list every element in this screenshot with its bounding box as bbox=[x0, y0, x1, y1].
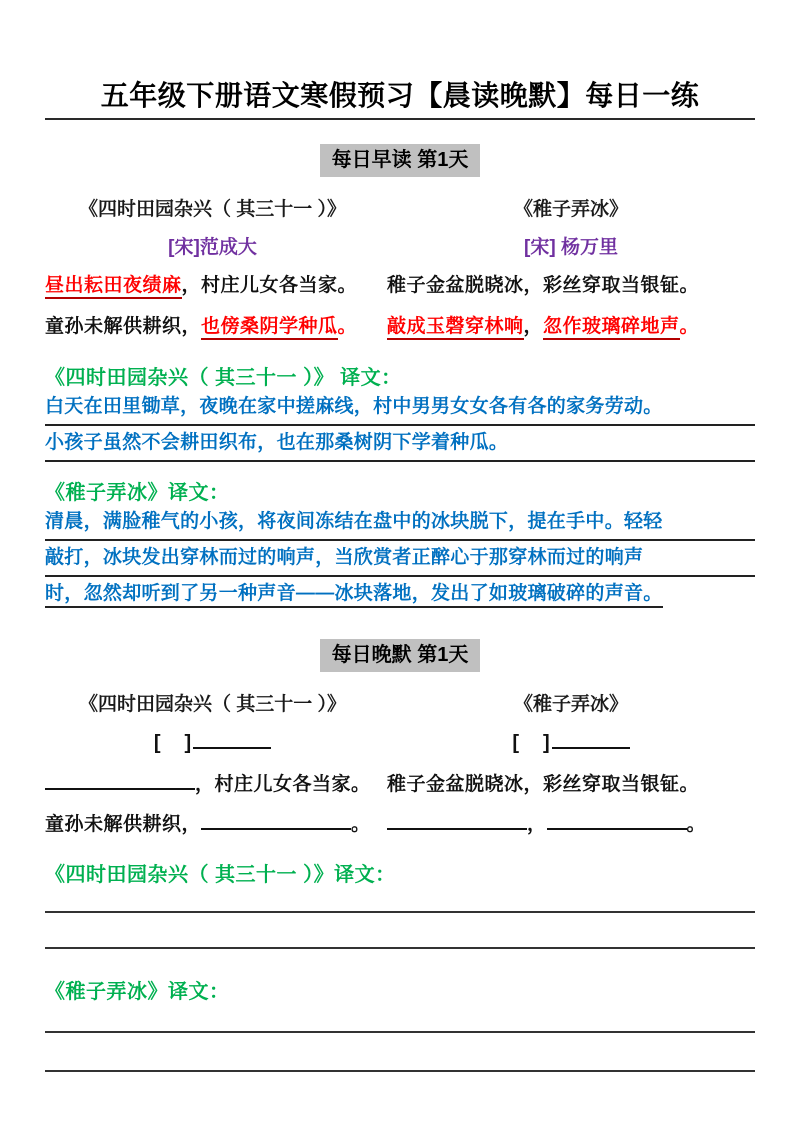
poem2-line2-highlight-1: 敲成玉磬穿林响 bbox=[387, 316, 524, 340]
poem-titles-row bbox=[45, 194, 755, 221]
title-divider bbox=[45, 118, 755, 120]
quiz-poem1-line-2 bbox=[45, 811, 380, 839]
translation1-line2-text: 小孩子虽然不会耕田织布，也在那桑树阴下学着种瓜。 bbox=[45, 432, 509, 454]
evening-poem1-title: 《四时田园杂兴（ 其三十一 ）》 bbox=[78, 694, 347, 716]
morning-section-header: 每日早读 第1天 bbox=[320, 144, 481, 177]
evening-poem2-title: 《稚子弄冰》 bbox=[513, 694, 628, 716]
poem1-line-1 bbox=[45, 272, 380, 300]
poem2-author-blank bbox=[387, 726, 755, 755]
quiz-line-row-1 bbox=[45, 771, 755, 799]
poem1-line2-start: 童孙未解供耕织， bbox=[45, 315, 202, 337]
quiz-poem1-line1-rest: ，村庄儿女各当家。 bbox=[195, 774, 371, 796]
morning-reading-section bbox=[45, 144, 755, 613]
poem2-line2-comma: ， bbox=[523, 315, 544, 337]
poem-line-row-2 bbox=[45, 313, 755, 341]
morning-header-row bbox=[45, 144, 755, 177]
evening-header-row bbox=[45, 639, 755, 672]
quiz-poem2-line2-blank-2 bbox=[547, 812, 687, 830]
poem2-line2-highlight-2: 忽作玻璃碎地声 bbox=[543, 316, 680, 340]
translation2-line-2 bbox=[45, 541, 755, 577]
translation2-line-1 bbox=[45, 505, 755, 541]
poem-line-row-1 bbox=[45, 272, 755, 300]
poem1-author: [宋]范成大 bbox=[168, 237, 257, 259]
poem1-line2-period: 。 bbox=[337, 315, 358, 337]
poem2-title: 《稚子弄冰》 bbox=[513, 199, 628, 221]
poem2-line2-period: 。 bbox=[679, 315, 700, 337]
evening-poem-titles-row bbox=[45, 689, 755, 716]
answer-rule-line-4 bbox=[45, 1070, 755, 1072]
quiz-poem1-line2-period: 。 bbox=[351, 813, 371, 835]
poem2-line1-text: 稚子金盆脱晓冰，彩丝穿取当银钲。 bbox=[387, 275, 700, 297]
poem1-line2-highlight: 也傍桑阴学种瓜 bbox=[201, 316, 338, 340]
translation2-line-3 bbox=[45, 577, 755, 613]
poem1-author-answer-blank bbox=[193, 731, 271, 749]
evening-section-header: 每日晚默 第1天 bbox=[320, 639, 481, 672]
quiz-poem2-line-1 bbox=[387, 771, 755, 799]
answer-rule-line-1 bbox=[45, 911, 755, 913]
poem1-line1-highlight: 昼出耘田夜绩麻 bbox=[45, 275, 182, 299]
translation1-heading: 《四时田园杂兴（ 其三十一 ）》 译文： bbox=[45, 367, 402, 390]
poem-authors-row bbox=[45, 232, 755, 259]
author-blanks-row bbox=[45, 726, 755, 755]
translation1-line1-text: 白天在田里锄草，夜晚在家中搓麻线，村中男男女女各有各的家务劳动。 bbox=[45, 396, 663, 418]
answer-rule-line-3 bbox=[45, 1031, 755, 1033]
poem2-dynasty-bracket: [ ] bbox=[512, 732, 552, 755]
quiz-poem1-line2-start: 童孙未解供耕织， bbox=[45, 813, 202, 835]
poem2-author-answer-blank bbox=[552, 731, 630, 749]
poem1-author-blank bbox=[45, 726, 380, 755]
quiz-poem2-line2-blank-1 bbox=[387, 812, 527, 830]
quiz-poem1-line2-blank bbox=[201, 812, 351, 830]
poem2-author: [宋] 杨万里 bbox=[524, 237, 618, 259]
quiz-poem2-line-2 bbox=[387, 811, 755, 839]
evening-recitation-section bbox=[45, 639, 755, 1072]
worksheet-content bbox=[45, 80, 755, 1072]
poem1-line-2 bbox=[45, 313, 380, 341]
poem2-line-1 bbox=[387, 272, 755, 300]
poem1-title: 《四时田园杂兴（ 其三十一 ）》 bbox=[78, 199, 347, 221]
poem1-dynasty-bracket: [ ] bbox=[153, 732, 194, 755]
quiz-poem1-line1-blank bbox=[45, 772, 195, 790]
quiz-poem2-line2-comma: ， bbox=[527, 813, 547, 835]
translation1-line-2 bbox=[45, 426, 755, 462]
translation2-line1-text: 清晨，满脸稚气的小孩，将夜间冻结在盘中的冰块脱下，提在手中。轻轻 bbox=[45, 511, 663, 533]
translation1-line-1 bbox=[45, 390, 755, 426]
translation2-line3-text: 时，忽然却听到了另一种声音——冰块落地，发出了如玻璃破碎的声音。 bbox=[45, 583, 663, 608]
evening-translation1-heading: 《四时田园杂兴（ 其三十一 ）》译文： bbox=[45, 864, 396, 887]
poem2-line-2 bbox=[387, 313, 755, 341]
poem1-line1-rest: ，村庄儿女各当家。 bbox=[181, 275, 358, 297]
evening-translation2-heading: 《稚子弄冰》译文： bbox=[45, 981, 230, 1004]
quiz-line-row-2 bbox=[45, 811, 755, 839]
quiz-poem2-line2-period: 。 bbox=[686, 813, 707, 835]
page-title: 五年级下册语文寒假预习【晨读晚默】每日一练 bbox=[100, 80, 700, 111]
translation2-heading: 《稚子弄冰》译文： bbox=[45, 482, 230, 505]
translation2-line2-text: 敲打，冰块发出穿林而过的响声，当欣赏者正醉心于那穿林而过的响声 bbox=[45, 547, 644, 569]
quiz-poem1-line-1 bbox=[45, 771, 380, 799]
answer-rule-line-2 bbox=[45, 947, 755, 949]
quiz-poem2-line1-text: 稚子金盆脱晓冰，彩丝穿取当银钲。 bbox=[387, 774, 700, 796]
